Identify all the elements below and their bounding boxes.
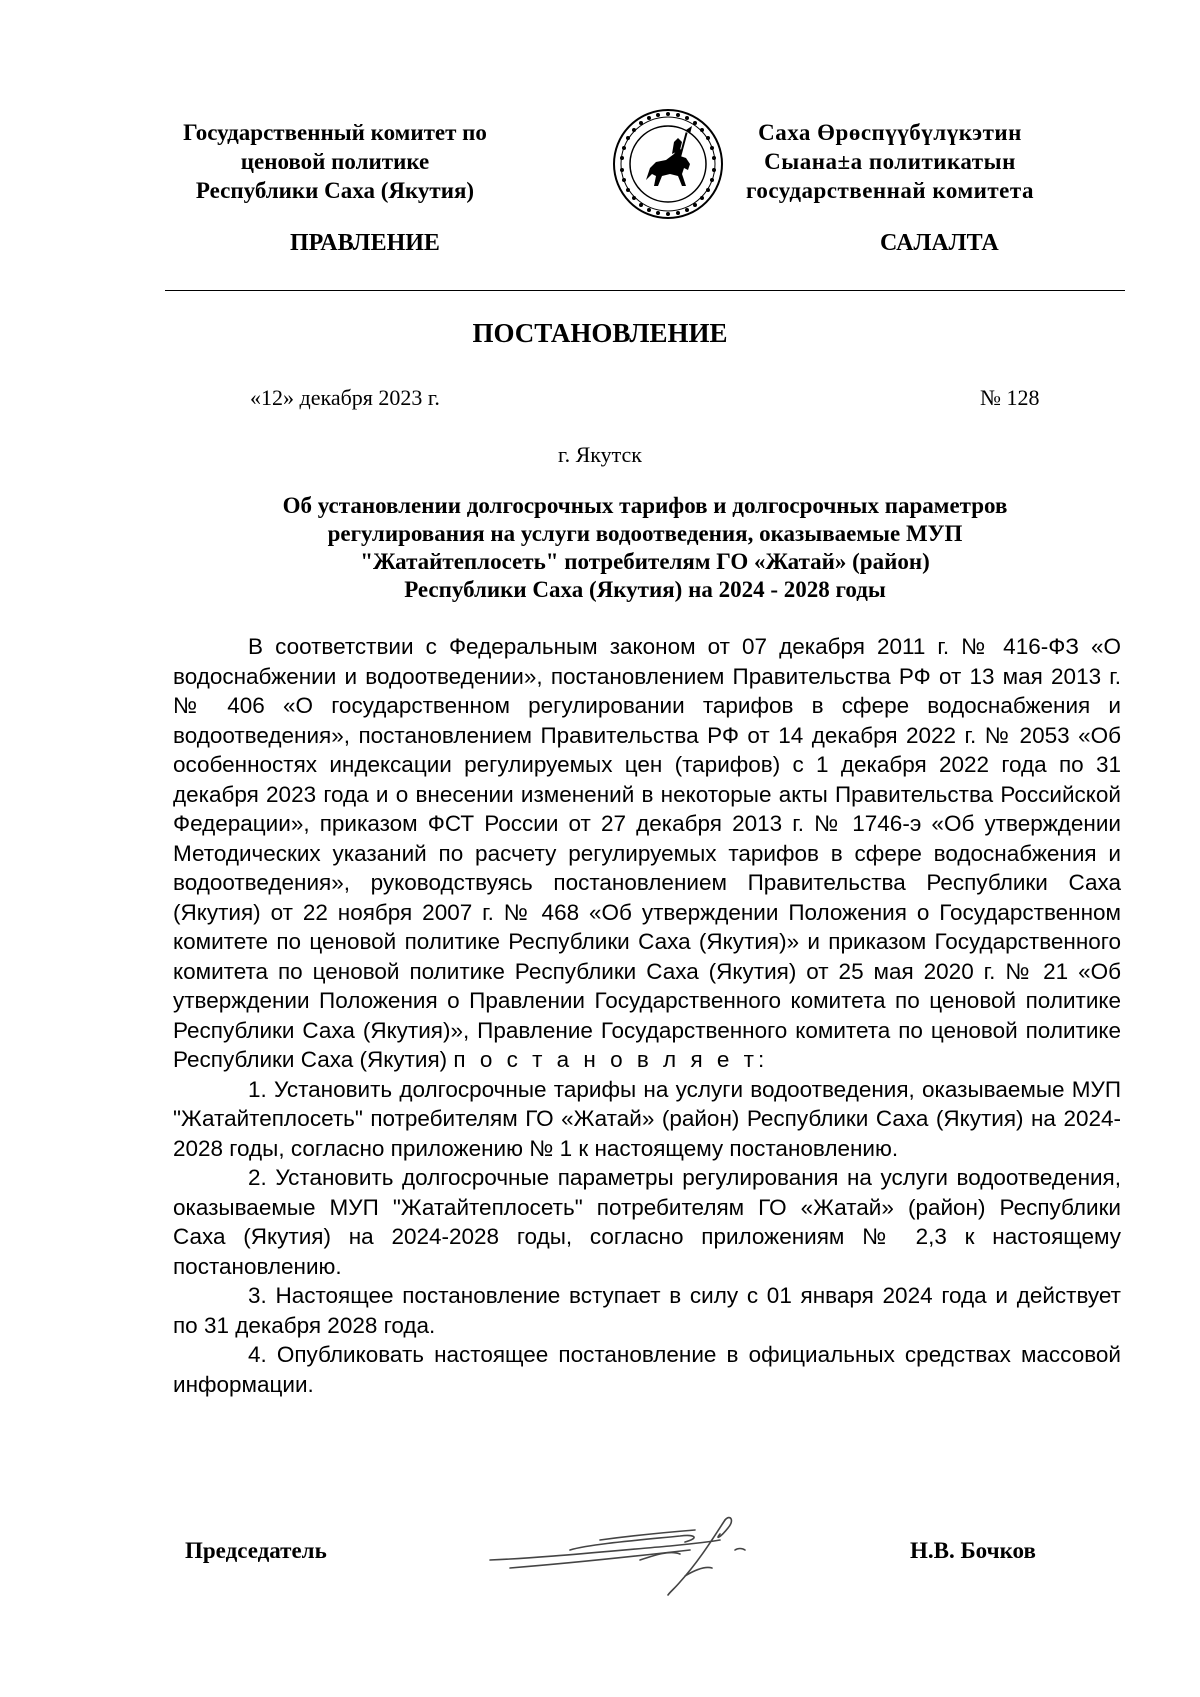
signatory-title: Председатель (185, 1538, 327, 1563)
document-subject (170, 492, 1120, 604)
header-divider (165, 290, 1125, 291)
committee-name-russian (160, 118, 510, 205)
document-title: ПОСТАНОВЛЕНИЕ (472, 318, 728, 348)
document-city: г. Якутск (558, 442, 642, 467)
decision-item: 4. Опубликовать настоящее постановление в официальных средствах массовой информации. (173, 1342, 1121, 1397)
header-right-line: Сыана±а политикатын (764, 149, 1016, 174)
signatory-name: Н.В. Бочков (910, 1538, 1036, 1563)
decision-item: 1. Установить долгосрочные тарифы на услуги водоотведения, оказываемые МУП "Жатайтеплосеть" потребителям ГО «Жатай» (район) Республики Саха (Якутия) на 2024-2028 годы, согласно приложению № 1 к настоящему постановлению. (173, 1076, 1121, 1161)
header-left-line: Государственный комитет по (183, 120, 487, 145)
board-label-yakut: САЛАЛТА (880, 230, 999, 256)
preamble-paragraph (173, 632, 1121, 1075)
resolve-word: п о с т а н о в л я е т: (453, 1047, 769, 1072)
subject-line: регулирования на услуги водоотведения, оказываемые МУП (327, 521, 963, 546)
committee-name-yakut (690, 118, 1090, 205)
document-number: № 128 (980, 385, 1040, 410)
header-right-line: Саха Өрөспүүбүлүкэтин (758, 120, 1022, 145)
decision-item: 2. Установить долгосрочные параметры регулирования на услуги водоотведения, оказываемые МУП "Жатайтеплосеть" потребителям ГО «Жатай» (район) Республики Саха (Якутия) на 2024-2028 годы, согласно приложениям № 2,3 к настоящему постановлению. (173, 1165, 1121, 1279)
header-left-line: ценовой политике (240, 149, 430, 174)
board-label-russian: ПРАВЛЕНИЕ (290, 230, 440, 256)
subject-line: "Жатайтеплосеть" потребителям ГО «Жатай» (район) (360, 549, 930, 574)
document-body (173, 632, 1121, 1399)
subject-line: Республики Саха (Якутия) на 2024 - 2028 годы (404, 577, 886, 602)
decision-item: 3. Настоящее постановление вступает в силу с 01 января 2024 года и действует по 31 декабря 2028 года. (173, 1283, 1121, 1338)
preamble-text: В соответствии с Федеральным законом от 07 декабря 2011 г. № 416-ФЗ «О водоснабжении и водоотведении», постановлением Правительства РФ от 13 мая 2013 г. № 406 «О государственном регулировании тарифов в сфере водоснабжения и водоотведения», постановлением Правительства РФ от 14 декабря 2022 г. № 2053 «Об особенностях индексации регулируемых цен (тарифов) с 1 декабря 2022 года по 31 декабря 2023 года и о внесении изменений в некоторые акты Правительства Российской Федерации», приказом ФСТ России от 27 декабря 2013 г. № 1746-э «Об утверждении Методических указаний по расчету регулируемых тарифов в сфере водоснабжения и водоотведения», руководствуясь постановлением Правительства Республики Саха (Якутия) от 22 ноября 2007 г. № 468 «Об утверждении Положения о Государственном комитете по ценовой политике Республики Саха (Якутия)» и приказом Государственного комитета по ценовой политике Республики Саха (Якутия) от 25 мая 2020 г. № 21 «Об утверждении Положения о Правлении Государственного комитета по ценовой политике Республики Саха (Якутия)», Правление Государственного комитета по ценовой политике Республики Саха (Якутия) (173, 634, 1121, 1072)
header-right-line: государственнай комитета (746, 178, 1034, 203)
document-date: «12» декабря 2023 г. (250, 385, 440, 410)
handwritten-signature-icon (480, 1500, 780, 1610)
subject-line: Об установлении долгосрочных тарифов и долгосрочных параметров (282, 493, 1008, 518)
header-left-line: Республики Саха (Якутия) (195, 178, 475, 203)
